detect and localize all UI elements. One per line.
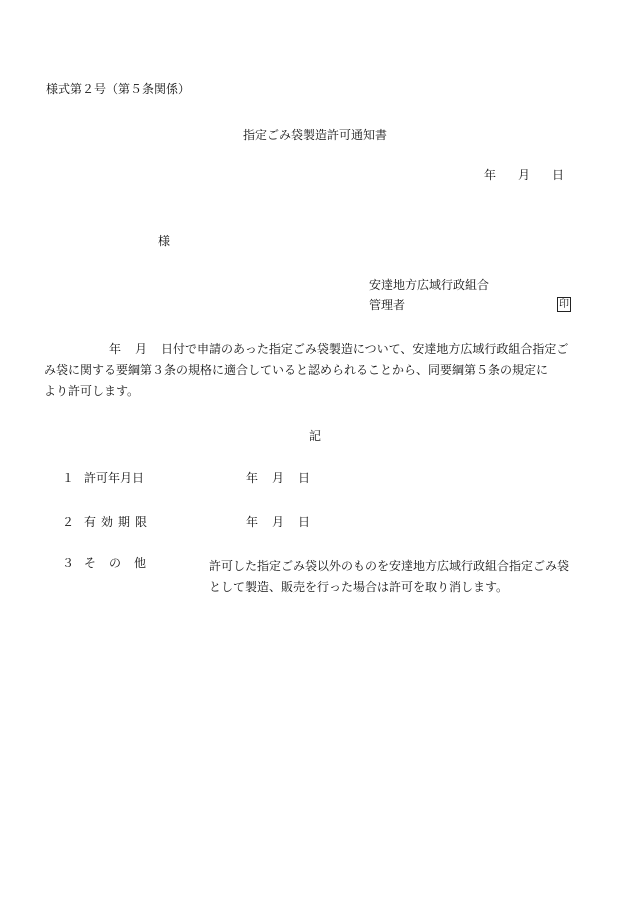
item-label-part: の <box>109 556 122 570</box>
item-other-line-2: として製造、販売を行った場合は許可を取り消します。 <box>209 580 509 594</box>
body-line-1 <box>44 339 584 360</box>
issue-date-line <box>484 168 564 182</box>
item-label-validity-period: 有効期限 <box>84 515 153 529</box>
body-line-1-text: 日付で申請のあった指定ごみ袋製造について、安達地方広域行政組合指定ご <box>161 342 569 356</box>
body-month-label: 月 <box>135 342 148 356</box>
item-value-other <box>209 556 569 598</box>
item-value-validity-period <box>246 515 310 529</box>
seal-mark: 印 <box>559 299 569 310</box>
item-label-permit-date: 許可年月日 <box>84 471 145 485</box>
recipient-honorific: 様 <box>158 234 171 248</box>
item-number: ３ <box>62 556 75 570</box>
issuer-organization: 安達地方広域行政組合 <box>369 278 490 292</box>
item-month-label: 月 <box>272 515 285 529</box>
item-number: １ <box>62 471 75 485</box>
body-line-3: より許可します。 <box>44 384 140 398</box>
item-label-other <box>84 556 146 570</box>
item-value-permit-date <box>246 471 310 485</box>
date-month-label: 月 <box>518 168 531 182</box>
item-label-part: そ <box>84 556 97 570</box>
issuer-role: 管理者 <box>369 298 406 312</box>
item-day-label: 日 <box>298 515 311 529</box>
item-number: ２ <box>62 515 75 529</box>
date-year-label: 年 <box>484 168 497 182</box>
item-month-label: 月 <box>272 471 285 485</box>
body-paragraph <box>44 339 584 402</box>
body-line-2: み袋に関する要綱第３条の規格に適合していると認められることから、同要綱第５条の規定に <box>44 363 549 377</box>
item-year-label: 年 <box>246 515 259 529</box>
body-year-label: 年 <box>109 342 122 356</box>
date-day-label: 日 <box>552 168 565 182</box>
notice-heading: 記 <box>308 429 321 443</box>
item-label-part: 他 <box>134 556 147 570</box>
item-other-line-1: 許可した指定ごみ袋以外のものを安達地方広域行政組合指定ごみ袋 <box>209 559 570 573</box>
item-day-label: 日 <box>298 471 311 485</box>
document-title: 指定ごみ袋製造許可通知書 <box>242 128 387 142</box>
item-year-label: 年 <box>246 471 259 485</box>
form-number: 様式第２号（第５条関係） <box>46 82 191 96</box>
